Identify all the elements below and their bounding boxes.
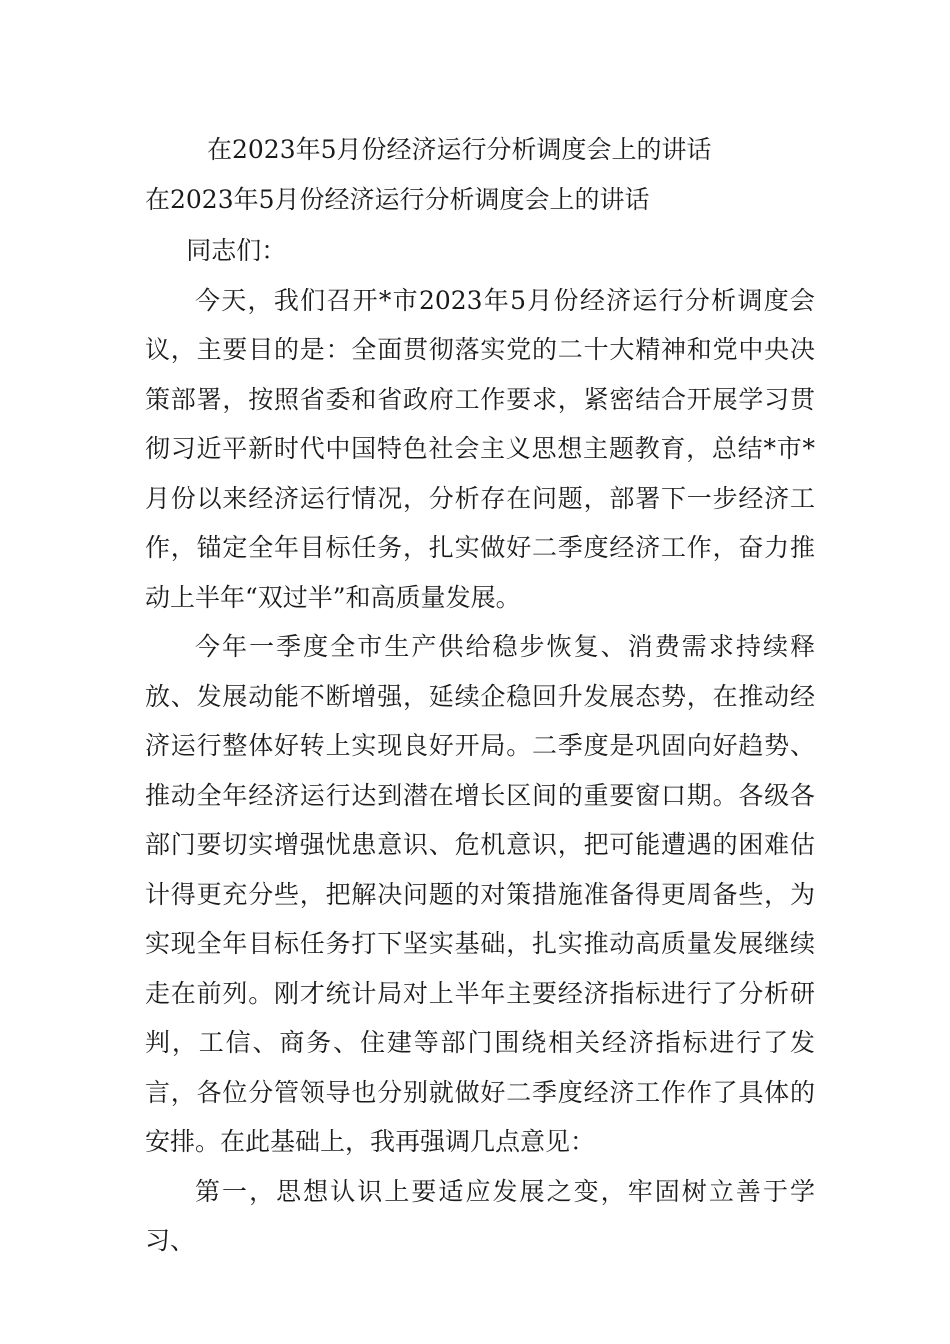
document-title: 在2023年5月份经济运行分析调度会上的讲话	[207, 135, 712, 164]
paragraph-first-point: 第一，思想认识上要适应发展之变，牢固树立善于学习、	[145, 1176, 815, 1255]
paragraph-situation: 今年一季度全市生产供给稳步恢复、消费需求持续释放、发展动能不断增强，延续企稳回升发展态势，在推动经济运行整体好转上实现良好开局。二季度是巩固向好趋势、推动全年经济运行达到潜在增长区间的重要窗口期。各级各部门要切实增强忧患意识、危机意识，把可能遭遇的困难估计得更充分些，把解决问题的对策措施准备得更周备些，为实现全年目标任务打下坚实基础，扎实推动高质量发展继续走在前列。刚才统计局对上半年主要经济指标进行了分析研判，工信、商务、住建等部门围绕相关经济指标进行了发言，各位分管领导也分别就做好二季度经济工作作了具体的安排。在此基础上，我再强调几点意见：	[145, 632, 815, 1156]
document-subtitle: 在2023年5月份经济运行分析调度会上的讲话	[145, 185, 650, 214]
salutation: 同志们：	[186, 236, 287, 265]
document-body	[145, 226, 815, 1266]
paragraph-opening: 今天，我们召开*市2023年5月份经济运行分析调度会议，主要目的是：全面贯彻落实党的二十大精神和党中央决策部署，按照省委和省政府工作要求，紧密结合开展学习贯彻习近平新时代中国特色社会主义思想主题教育，总结*市*月份以来经济运行情况，分析存在问题，部署下一步经济工作，锚定全年目标任务，扎实做好二季度经济工作，奋力推动上半年“双过半”和高质量发展。	[145, 285, 815, 612]
